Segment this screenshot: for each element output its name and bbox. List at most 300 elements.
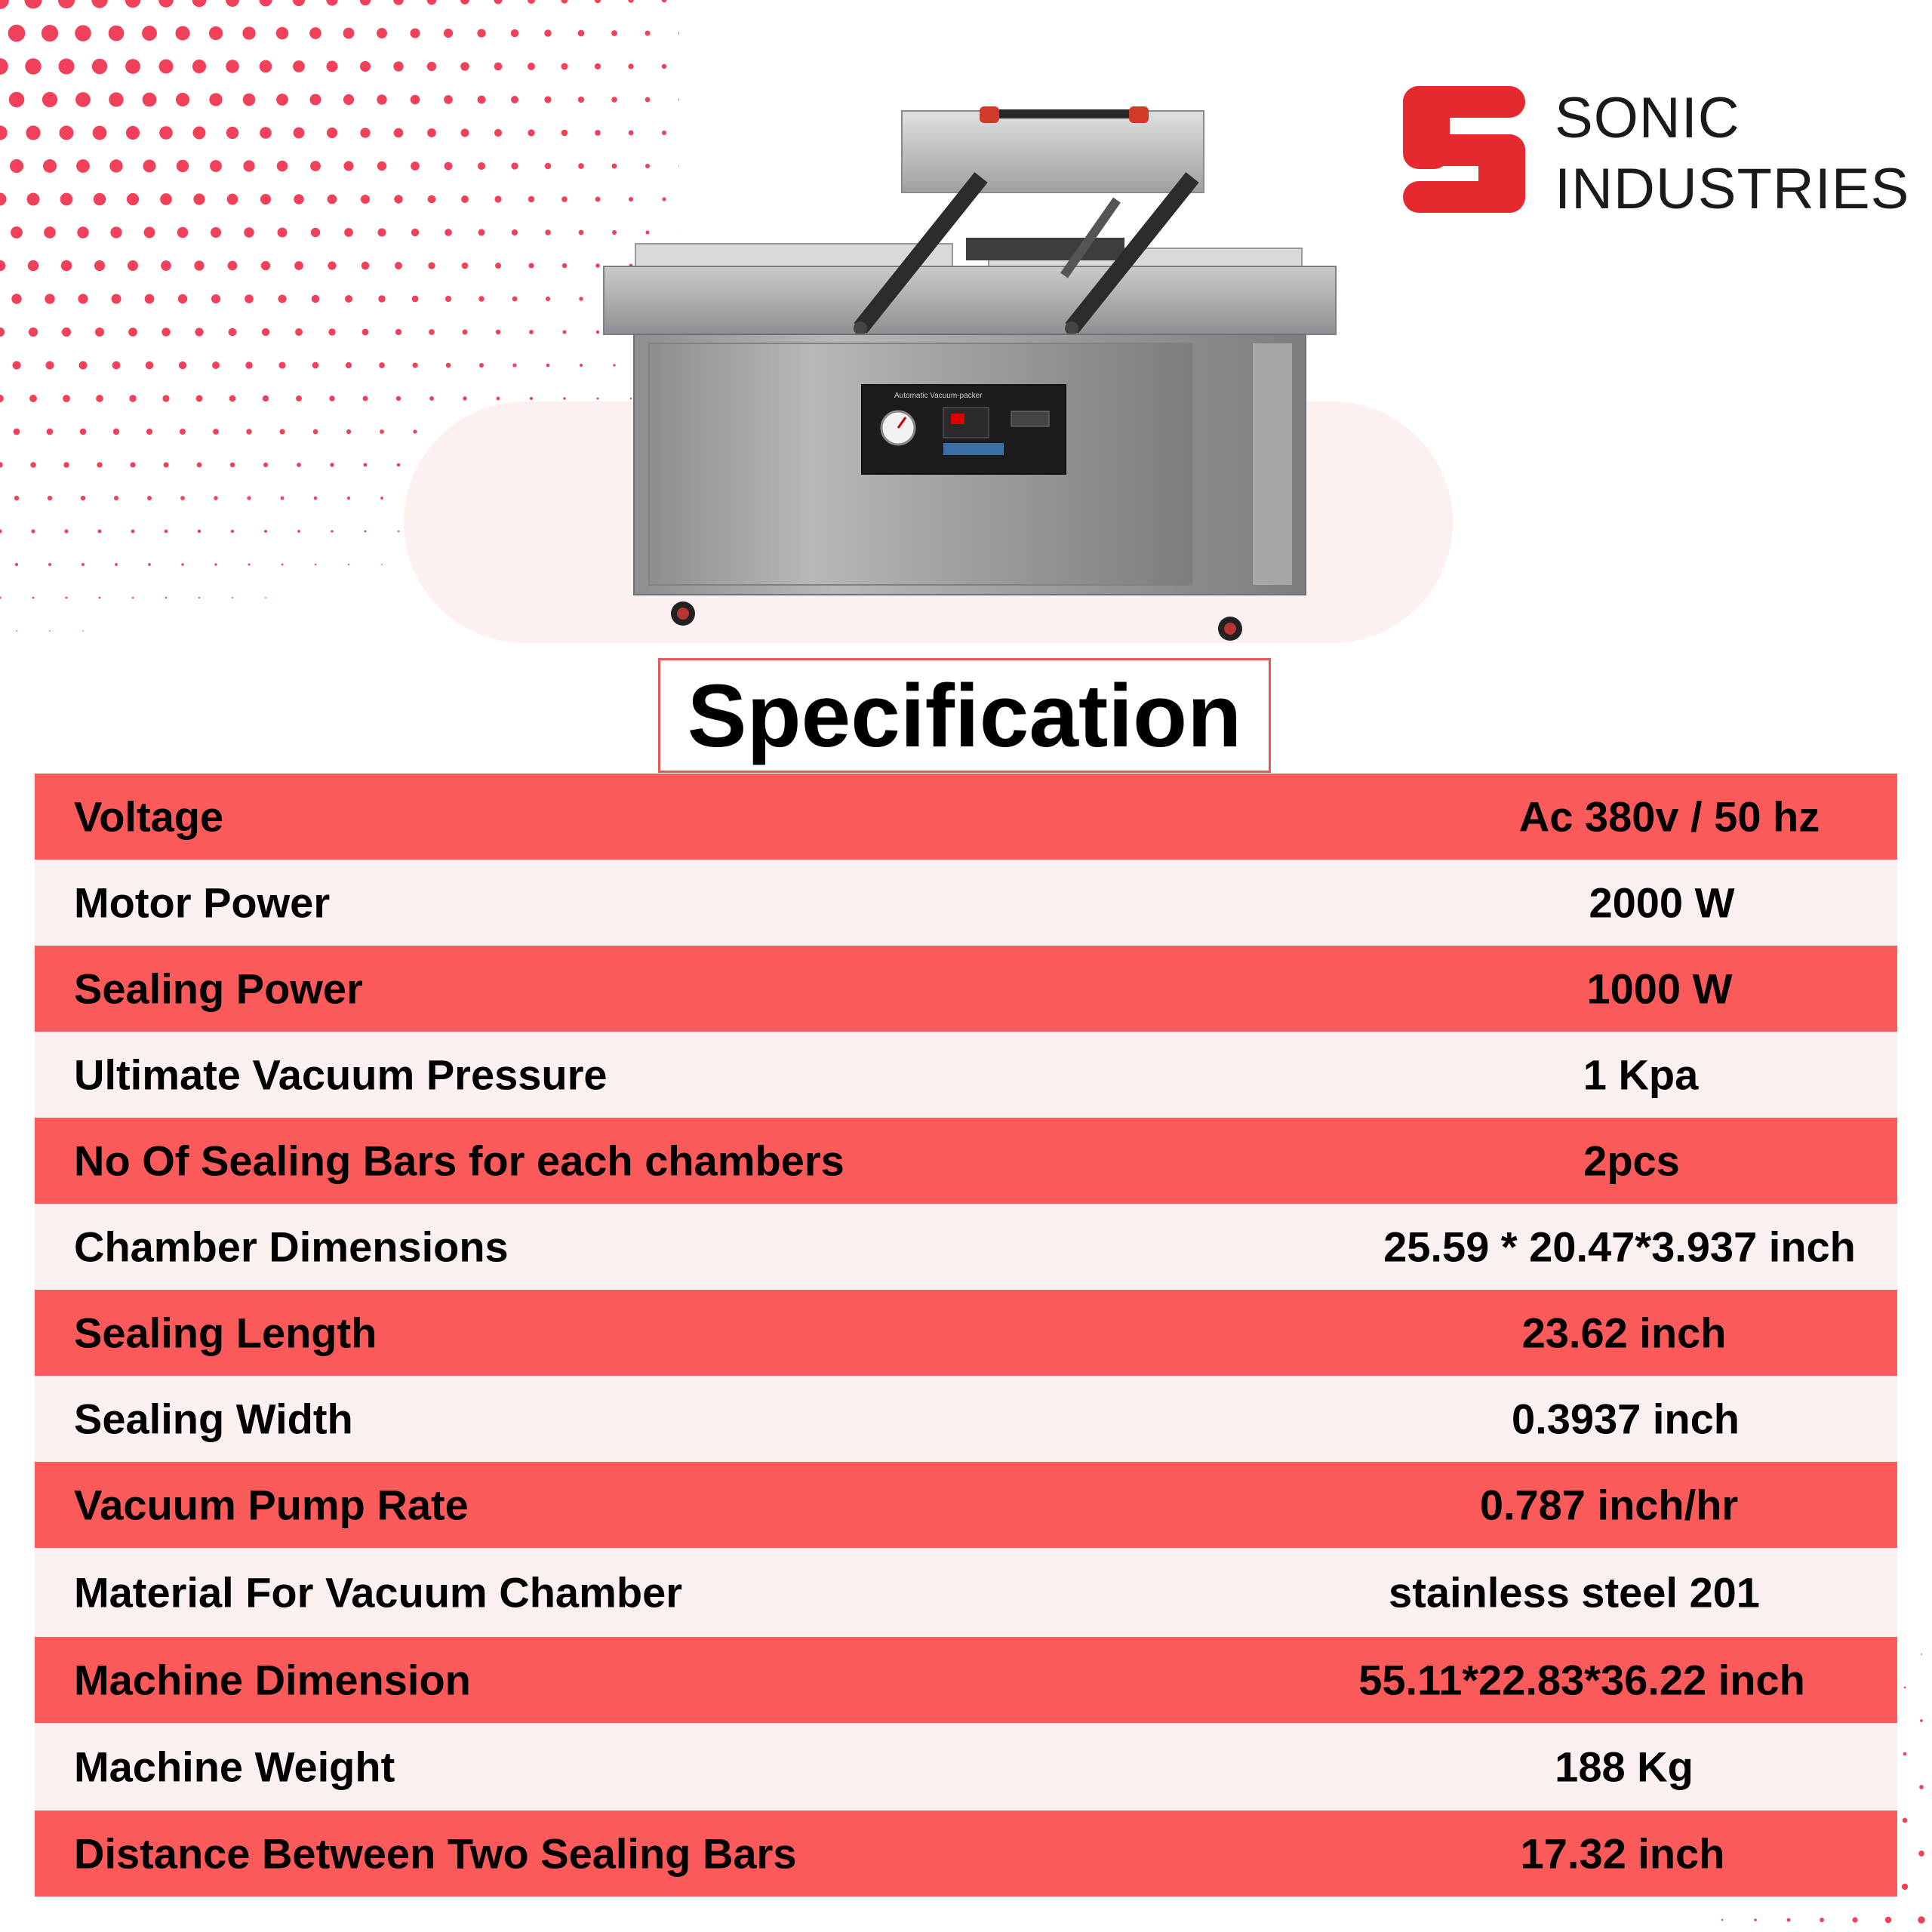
halftone-dot	[1903, 1752, 1907, 1756]
halftone-dot	[578, 30, 585, 37]
halftone-dot	[494, 0, 503, 4]
halftone-dot	[315, 564, 316, 565]
halftone-dot	[30, 462, 36, 468]
halftone-dot	[276, 94, 288, 106]
halftone-dot	[460, 62, 469, 71]
halftone-dot	[193, 193, 205, 205]
halftone-dot	[360, 0, 371, 5]
halftone-dot	[578, 97, 584, 103]
halftone-dot	[362, 329, 369, 336]
brand-logo	[1400, 83, 1910, 221]
halftone-dot	[143, 160, 156, 173]
halftone-dot	[260, 60, 272, 73]
halftone-dot	[146, 361, 154, 370]
halftone-dot	[579, 297, 583, 300]
halftone-dot	[176, 93, 189, 106]
halftone-dot	[428, 195, 436, 204]
halftone-dot	[294, 261, 303, 270]
halftone-dot	[427, 62, 436, 71]
halftone-dot	[478, 162, 485, 170]
halftone-dot	[109, 26, 125, 42]
spec-label: Machine Dimension	[74, 1656, 471, 1704]
halftone-dot	[411, 95, 420, 105]
halftone-dot	[95, 328, 104, 337]
halftone-dot	[93, 126, 107, 140]
halftone-dot	[0, 193, 6, 206]
halftone-dot	[226, 127, 238, 139]
halftone-dot	[497, 397, 500, 401]
brand-name-line2: INDUSTRIES	[1555, 157, 1910, 221]
halftone-dot	[463, 396, 466, 400]
halftone-dot	[278, 294, 286, 303]
halftone-dot	[628, 0, 633, 3]
halftone-dot	[82, 630, 84, 632]
halftone-dot	[192, 0, 207, 7]
spec-label: No Of Sealing Bars for each chambers	[74, 1137, 844, 1185]
halftone-dot	[494, 195, 501, 202]
vacuum-packer-machine-image	[589, 102, 1343, 645]
halftone-dot	[512, 363, 516, 367]
halftone-dot	[348, 564, 349, 565]
halftone-dot	[546, 364, 550, 368]
halftone-dot	[25, 58, 41, 74]
halftone-dot	[562, 263, 567, 268]
halftone-dot	[248, 563, 250, 565]
halftone-dot	[1852, 1917, 1857, 1922]
halftone-dot	[310, 161, 321, 171]
halftone-dot	[0, 0, 9, 9]
halftone-dot	[395, 329, 401, 335]
halftone-dot	[110, 226, 122, 238]
halftone-dot	[63, 462, 69, 467]
halftone-dot	[43, 159, 57, 173]
halftone-dot	[444, 29, 453, 38]
halftone-dot	[197, 463, 202, 468]
halftone-dot	[165, 530, 168, 534]
halftone-dot	[309, 27, 321, 39]
halftone-dot	[14, 496, 19, 500]
halftone-dot	[278, 228, 288, 238]
halftone-dot	[595, 0, 601, 3]
halftone-dot	[210, 160, 222, 172]
halftone-dot	[297, 530, 300, 533]
halftone-dot	[345, 295, 352, 303]
halftone-dot	[379, 362, 385, 368]
halftone-dot	[528, 263, 534, 268]
halftone-dot	[60, 126, 74, 140]
halftone-dot	[462, 263, 469, 269]
halftone-dot	[346, 429, 351, 434]
halftone-dot	[61, 260, 72, 271]
halftone-dot	[62, 328, 71, 337]
halftone-dot	[242, 26, 255, 39]
halftone-dot	[29, 395, 37, 402]
table-row	[35, 1376, 1897, 1462]
halftone-dot	[494, 129, 502, 137]
spec-value: 25.59 * 20.47*3.937 inch	[1383, 1223, 1856, 1271]
halftone-dot	[229, 395, 236, 402]
halftone-dot	[1921, 1654, 1922, 1655]
spec-value: Ac 380v / 50 hz	[1518, 792, 1820, 841]
halftone-dot	[546, 297, 550, 301]
spec-value: 17.32 inch	[1520, 1829, 1725, 1878]
halftone-dot	[297, 463, 301, 467]
halftone-dot	[0, 529, 2, 533]
halftone-dot	[544, 96, 551, 103]
halftone-dot	[126, 126, 140, 140]
halftone-dot	[0, 260, 5, 272]
halftone-dot	[511, 162, 518, 169]
halftone-dot	[327, 128, 337, 138]
halftone-dot	[328, 261, 336, 269]
halftone-dot	[281, 497, 285, 500]
sonic-s-logo-icon	[1400, 83, 1528, 215]
halftone-dot	[45, 361, 54, 369]
halftone-dot	[611, 30, 617, 36]
halftone-dot	[1918, 1916, 1924, 1923]
halftone-dot	[377, 94, 386, 104]
halftone-dot	[364, 463, 368, 467]
halftone-dot	[58, 0, 75, 8]
spec-value: 1000 W	[1586, 964, 1733, 1013]
halftone-dot	[478, 296, 485, 302]
halftone-dot	[411, 229, 419, 236]
halftone-dot	[77, 226, 89, 238]
halftone-dot	[147, 496, 152, 500]
halftone-dot	[0, 328, 5, 337]
halftone-dot	[380, 497, 383, 500]
halftone-dot	[58, 58, 74, 74]
halftone-dot	[247, 496, 251, 500]
halftone-dot	[232, 597, 233, 598]
halftone-dot	[198, 530, 202, 534]
halftone-dot	[678, 31, 679, 35]
halftone-dot	[209, 26, 223, 40]
halftone-dot	[158, 59, 173, 73]
halftone-dot	[293, 60, 305, 72]
halftone-dot	[578, 163, 584, 169]
spec-label: Distance Between Two Sealing Bars	[74, 1829, 797, 1878]
halftone-dot	[279, 429, 285, 434]
halftone-dot	[444, 95, 453, 104]
table-row	[35, 1204, 1897, 1290]
halftone-dot	[42, 25, 58, 42]
halftone-dot	[511, 29, 518, 37]
halftone-dot	[378, 295, 385, 302]
halftone-dot	[181, 563, 183, 565]
spec-label: Motor Power	[74, 878, 331, 927]
halftone-dot	[196, 395, 203, 402]
halftone-dot	[561, 196, 568, 202]
halftone-dot	[380, 429, 384, 434]
halftone-dot	[512, 297, 518, 302]
halftone-dot	[160, 193, 172, 205]
halftone-dot	[0, 597, 1, 599]
halftone-dot	[261, 261, 270, 270]
halftone-dot	[60, 193, 73, 206]
halftone-dot	[44, 226, 56, 238]
table-row	[35, 1548, 1897, 1637]
halftone-dot	[1904, 1687, 1906, 1689]
halftone-dot	[412, 296, 419, 303]
halftone-dot	[281, 564, 284, 566]
halftone-dot	[1920, 1719, 1923, 1722]
halftone-dot	[145, 294, 155, 304]
halftone-dot	[528, 0, 535, 4]
halftone-dot	[511, 96, 518, 103]
spec-value: 23.62 inch	[1521, 1309, 1727, 1357]
halftone-dot	[360, 61, 371, 72]
spec-value: 1 Kpa	[1583, 1051, 1699, 1099]
halftone-dot	[114, 496, 118, 500]
halftone-dot	[198, 597, 200, 598]
halftone-dot	[144, 227, 155, 238]
page-title: Specification	[687, 666, 1242, 766]
halftone-dot	[130, 462, 135, 467]
halftone-dot	[15, 563, 18, 566]
halftone-dot	[162, 395, 169, 401]
spec-value: 0.787 inch/hr	[1479, 1481, 1739, 1529]
halftone-dot	[14, 429, 20, 435]
halftone-dot	[595, 63, 601, 69]
table-row	[35, 774, 1897, 860]
halftone-dot	[66, 597, 68, 599]
halftone-dot	[27, 193, 40, 206]
halftone-dot	[179, 361, 186, 369]
halftone-dot	[377, 228, 386, 236]
halftone-dot	[26, 125, 40, 140]
halftone-dot	[494, 63, 503, 71]
spec-value: 188 Kg	[1555, 1743, 1694, 1791]
halftone-dot	[125, 0, 141, 8]
halftone-dot	[76, 159, 90, 173]
halftone-dot	[228, 261, 238, 271]
halftone-dot	[478, 96, 486, 104]
halftone-dot	[343, 161, 353, 171]
halftone-dot	[243, 160, 254, 171]
halftone-dot	[645, 31, 651, 36]
halftone-dot	[529, 330, 534, 334]
halftone-dot	[343, 94, 354, 105]
spec-label: Sealing Power	[74, 964, 363, 1013]
spec-label: Machine Weight	[74, 1743, 395, 1791]
halftone-dot	[1820, 1918, 1824, 1922]
halftone-dot	[112, 361, 121, 370]
halftone-dot	[16, 630, 17, 632]
table-row	[35, 860, 1897, 946]
halftone-dot	[259, 0, 272, 7]
halftone-dot	[49, 630, 51, 632]
halftone-dot	[128, 328, 137, 337]
halftone-dot	[63, 395, 70, 402]
halftone-dot	[277, 161, 288, 172]
halftone-dot	[177, 227, 188, 238]
halftone-dot	[97, 529, 101, 533]
halftone-dot	[328, 195, 337, 205]
halftone-dot	[445, 296, 451, 302]
halftone-dot	[381, 564, 383, 565]
halftone-dot	[461, 195, 469, 203]
spec-value: 0.3937 inch	[1512, 1395, 1740, 1443]
halftone-dot	[47, 429, 54, 435]
table-row	[35, 1118, 1897, 1204]
halftone-dot	[109, 159, 122, 172]
halftone-dot	[327, 61, 338, 72]
halftone-dot	[11, 226, 23, 238]
halftone-dot	[563, 397, 566, 400]
halftone-dot	[81, 496, 85, 500]
halftone-dot	[132, 597, 134, 599]
halftone-dot	[545, 229, 550, 235]
halftone-dot	[94, 193, 106, 205]
halftone-dot	[148, 563, 151, 566]
halftone-dot	[311, 228, 320, 237]
halftone-dot	[42, 92, 57, 107]
halftone-dot	[446, 363, 451, 368]
halftone-dot	[75, 25, 91, 42]
halftone-dot	[165, 597, 167, 598]
halftone-dot	[397, 463, 401, 467]
halftone-dot	[11, 294, 21, 303]
halftone-dot	[294, 128, 305, 139]
halftone-dot	[347, 497, 350, 500]
spec-label: Sealing Width	[74, 1395, 353, 1443]
spec-label: Sealing Length	[74, 1309, 377, 1357]
halftone-dot	[29, 328, 38, 337]
spec-label: Chamber Dimensions	[74, 1223, 509, 1271]
halftone-dot	[365, 531, 367, 533]
halftone-dot	[410, 28, 420, 38]
table-row	[35, 946, 1897, 1032]
halftone-dot	[314, 497, 318, 500]
halftone-dot	[245, 294, 254, 303]
halftone-dot	[479, 363, 484, 368]
halftone-dot	[129, 395, 136, 401]
spec-value: 2000 W	[1589, 878, 1735, 927]
halftone-dot	[561, 63, 568, 69]
table-row	[35, 1032, 1897, 1118]
table-row	[35, 1290, 1897, 1376]
halftone-dot	[265, 597, 266, 598]
halftone-dot	[143, 93, 157, 107]
halftone-dot	[146, 429, 152, 435]
halftone-dot	[580, 364, 583, 367]
halftone-dot	[528, 196, 534, 202]
halftone-dot	[562, 330, 566, 334]
halftone-dot	[312, 362, 319, 369]
halftone-dot	[230, 463, 235, 467]
halftone-dot	[296, 395, 302, 401]
halftone-dot	[329, 395, 334, 401]
halftone-dot	[64, 529, 68, 533]
panel-label: Automatic Vacuum-packer	[894, 392, 983, 400]
halftone-dot	[278, 361, 285, 368]
halftone-dot	[0, 395, 4, 402]
halftone-dot	[445, 229, 452, 236]
halftone-dot	[1885, 1917, 1891, 1923]
halftone-dot	[245, 361, 253, 369]
halftone-dot	[429, 329, 435, 335]
halftone-dot	[214, 496, 218, 500]
halftone-dot	[393, 0, 404, 5]
halftone-dot	[31, 529, 35, 533]
halftone-dot	[161, 260, 171, 271]
halftone-dot	[363, 396, 368, 401]
halftone-dot	[496, 330, 500, 334]
halftone-dot	[12, 361, 20, 369]
halftone-dot	[212, 361, 220, 369]
halftone-dot	[96, 395, 103, 402]
halftone-dot	[9, 92, 24, 107]
halftone-dot	[209, 93, 222, 106]
halftone-dot	[561, 0, 568, 4]
halftone-dot	[544, 29, 552, 37]
halftone-dot	[0, 125, 8, 140]
halftone-dot	[94, 260, 105, 271]
halftone-dot	[1902, 1884, 1908, 1890]
halftone-dot	[246, 429, 251, 434]
halftone-dot	[429, 396, 434, 401]
halftone-dot	[113, 429, 119, 435]
halftone-dot	[142, 26, 157, 41]
halftone-dot	[226, 60, 238, 72]
halftone-dot	[75, 92, 91, 107]
halftone-dot	[295, 328, 303, 336]
halftone-dot	[193, 127, 206, 140]
halftone-dot	[91, 0, 107, 8]
halftone-dot	[1903, 1818, 1908, 1823]
halftone-dot	[377, 162, 386, 171]
halftone-dot	[346, 362, 352, 368]
halftone-dot	[394, 128, 404, 138]
halftone-dot	[45, 294, 54, 303]
halftone-dot	[214, 563, 217, 565]
halftone-dot	[10, 159, 23, 173]
halftone-dot	[211, 294, 220, 303]
halftone-dot	[528, 63, 535, 70]
halftone-dot	[393, 61, 403, 71]
halftone-dot	[478, 229, 485, 236]
halftone-dot	[97, 462, 102, 467]
halftone-dot	[8, 25, 26, 42]
halftone-dot	[445, 162, 453, 171]
halftone-dot	[0, 58, 8, 75]
halftone-dot	[361, 195, 370, 204]
halftone-dot	[131, 530, 135, 534]
halftone-dot	[158, 0, 174, 8]
halftone-dot	[477, 29, 485, 37]
halftone-dot	[361, 262, 370, 270]
spec-label: Ultimate Vacuum Pressure	[74, 1051, 608, 1099]
halftone-dot	[528, 129, 534, 136]
halftone-dot	[82, 563, 85, 566]
halftone-dot	[48, 563, 51, 566]
halftone-dot	[115, 563, 118, 566]
halftone-dot	[1918, 1850, 1924, 1857]
halftone-dot	[192, 60, 206, 73]
table-row	[35, 1723, 1897, 1810]
halftone-dot	[177, 160, 189, 172]
halftone-dot	[128, 260, 138, 271]
halftone-dot	[462, 329, 467, 334]
table-row	[35, 1637, 1897, 1723]
halftone-dot	[262, 328, 269, 336]
halftone-dot	[628, 63, 633, 69]
spec-value: 2pcs	[1583, 1137, 1680, 1185]
halftone-dot	[180, 496, 185, 500]
halftone-dot	[178, 294, 187, 303]
halftone-dot	[195, 328, 203, 336]
